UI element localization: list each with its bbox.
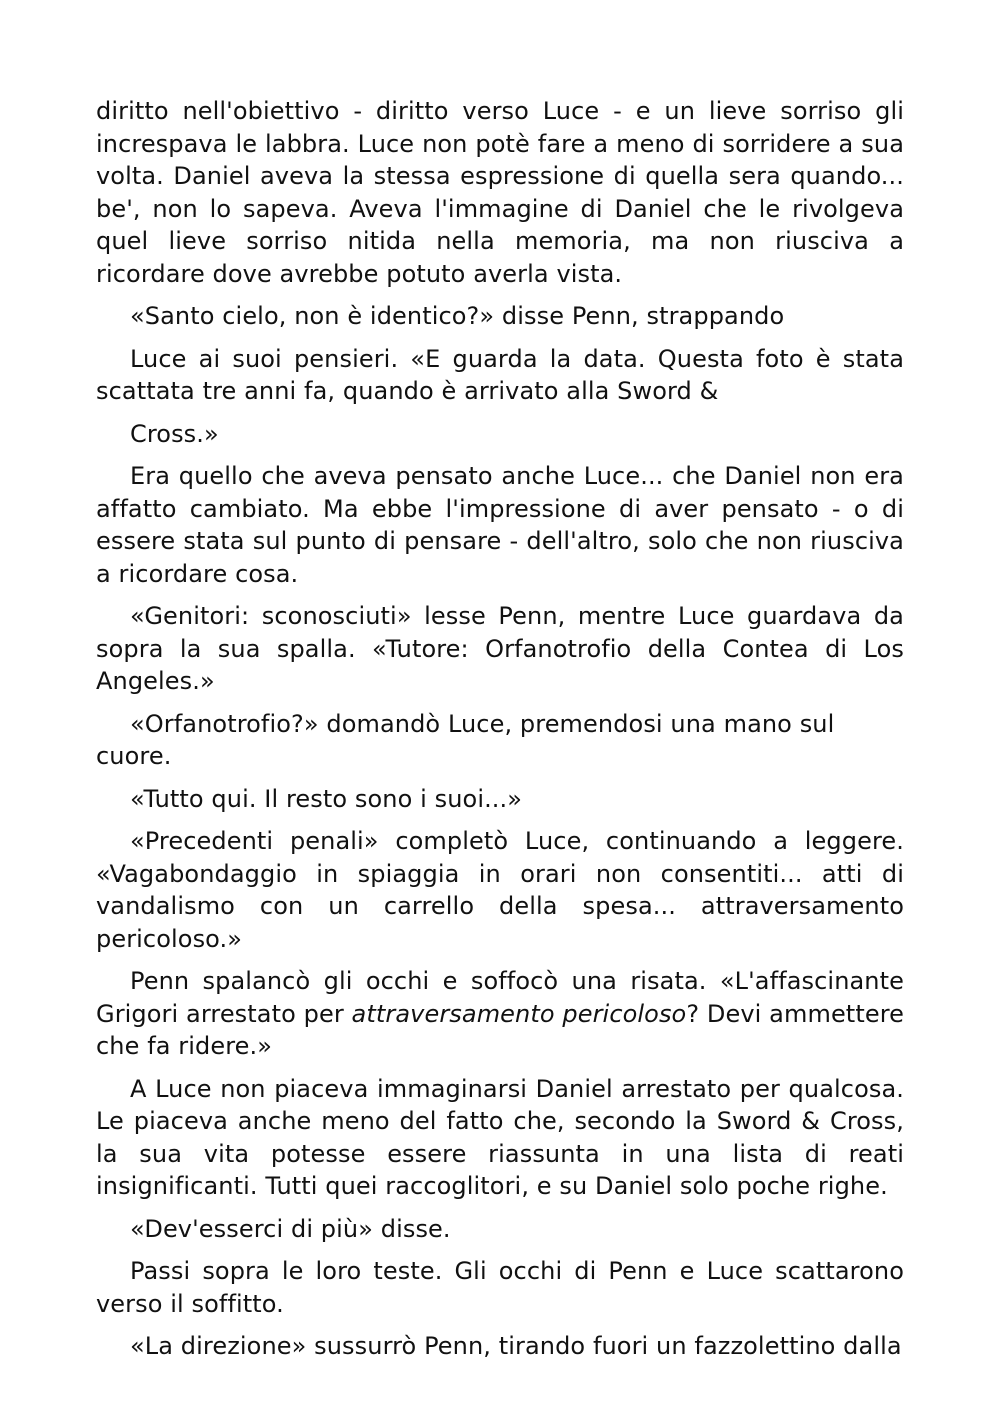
paragraph: «Precedenti penali» completò Luce, continuando a leggere. «Vagabondaggio in spiaggia in orari non consentiti... atti di vandalismo con un carrello della spesa... attraversamento pericoloso.» [96,827,904,953]
paragraph [96,965,904,1063]
paragraph: «Santo cielo, non è identico?» disse Penn, strappando [130,302,785,330]
paragraph: «Dev'esserci di più» disse. [130,1214,451,1243]
paragraph: Luce ai suoi pensieri. «E guarda la data. Questa foto è stata scattata tre anni fa, quando è arrivato alla Sword & [96,344,904,405]
paragraph-text: Penn spalancò gli occhi e soffocò una risata. «L'affascinante Grigori arrestato per [96,967,904,1028]
paragraph: «Tutto qui. Il resto sono i suoi...» [130,784,523,813]
paragraph: diritto nell'obiettivo - diritto verso Luce - e un lieve sorriso gli increspava le labbra. Luce non potè fare a meno di sorridere a sua volta. Daniel aveva la stessa espressione di quella sera quando... be', non lo sapeva. Aveva l'immagine di Daniel che le rivolgeva quel lieve sorriso nitida nella memoria, ma non riusciva a ricordare dove avrebbe potuto averla vista. [96,97,904,288]
paragraph: A Luce non piaceva immaginarsi Daniel arrestato per qualcosa. Le piaceva anche meno del fatto che, secondo la Sword & Cross, la sua vita potesse essere riassunta in una lista di reati insignificanti. Tutti quei raccoglitori, e su Daniel solo poche righe. [96,1074,904,1200]
paragraph: «Orfanotrofio?» domandò Luce, premendosi una mano sul cuore. [96,709,835,770]
paragraph: Passi sopra le loro teste. Gli occhi di Penn e Luce scattarono verso il soffitto. [96,1257,904,1318]
paragraph: «Genitori: sconosciuti» lesse Penn, mentre Luce guardava da sopra la sua spalla. «Tutore: Orfanotrofio della Contea di Los Angeles.» [96,602,904,695]
italic-phrase: attraversamento pericoloso [351,999,687,1028]
paragraph: Era quello che aveva pensato anche Luce... che Daniel non era affatto cambiato. Ma ebbe l'impressione di aver pensato - o di essere stata sul punto di pensare - dell'altro, solo che non riusciva a ricordare cosa. [96,462,904,588]
paragraph: «La direzione» sussurrò Penn, tirando fuori un fazzolettino dalla [130,1332,902,1360]
paragraph-text: ? Devi ammettere che fa ridere.» [96,999,904,1060]
paragraph: Cross.» [130,419,219,448]
page-text [96,95,904,1373]
